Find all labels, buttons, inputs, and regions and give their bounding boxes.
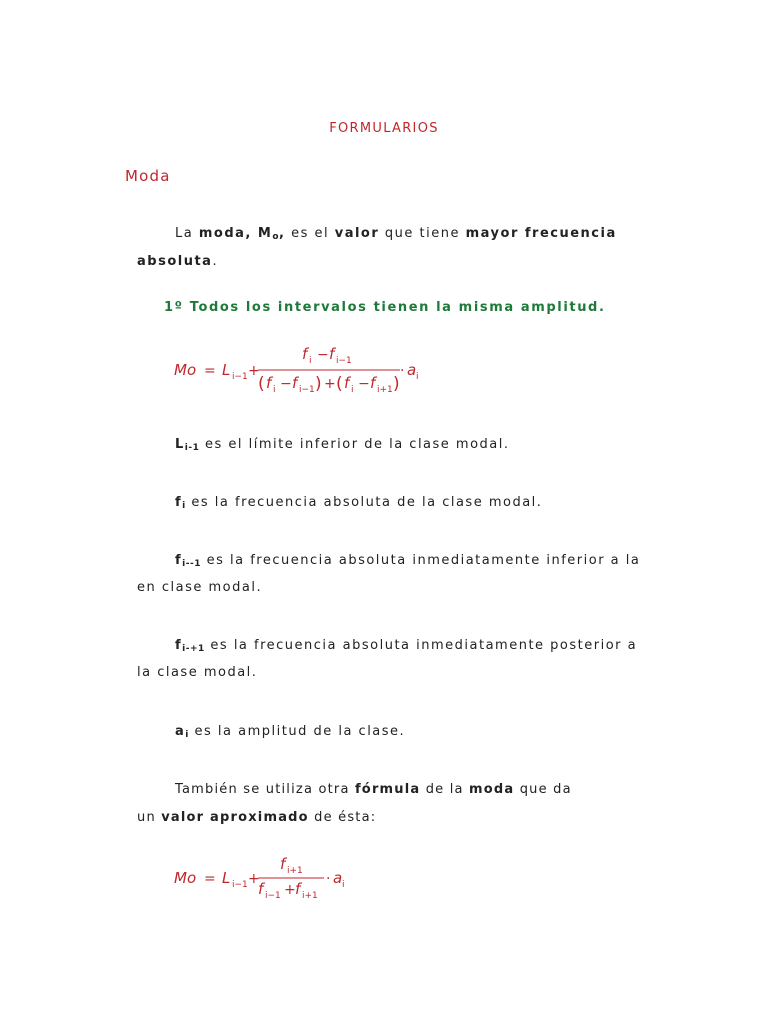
also-bold-formula: fórmula: [354, 782, 421, 797]
num-f-sub: i−1: [336, 356, 352, 366]
intro-period: .: [212, 254, 219, 269]
formula-equals: =: [204, 871, 216, 887]
also-text: que da: [514, 782, 572, 797]
definition-text: es la frecuencia absoluta inmediatamente posterior a: [204, 638, 638, 653]
intro-text: La: [175, 226, 199, 241]
also-line-1: [175, 782, 572, 798]
page-title: FORMULARIOS: [329, 121, 439, 136]
section-heading: Moda: [125, 167, 171, 185]
also-line-2: [137, 810, 376, 826]
den-f: f: [258, 880, 264, 898]
intro-subscript: o: [272, 232, 279, 242]
also-text: un: [137, 810, 162, 825]
den-f: f: [370, 374, 376, 392]
definition-subscript: i: [185, 730, 189, 740]
num-f: f: [329, 345, 335, 363]
formula-equals: =: [204, 363, 216, 379]
den-f-sub: i+1: [302, 891, 318, 901]
definition-continuation: la clase modal.: [137, 665, 258, 680]
den-paren: (: [258, 374, 265, 394]
case-heading: 1º Todos los intervalos tienen la misma amplitud.: [164, 300, 606, 315]
intro-text: que tiene: [379, 226, 466, 241]
formula-dot: ·: [326, 871, 331, 887]
definition-text: es el límite inferior de la clase modal.: [199, 437, 510, 452]
den-f-sub: i: [351, 385, 354, 395]
mode-formula-1: [174, 343, 444, 403]
den-f: f: [344, 374, 350, 392]
definition-item: [175, 638, 637, 657]
definition-text: es la amplitud de la clase.: [188, 724, 406, 739]
num-f: f: [280, 855, 286, 873]
num-f-sub: i+1: [287, 866, 303, 876]
intro-line-2: [137, 254, 218, 270]
formula-L: L: [222, 361, 231, 379]
definition-subscript: i-+1: [182, 644, 205, 654]
den-f: f: [295, 880, 301, 898]
formula-L: L: [222, 869, 231, 887]
definition-symbol: f: [175, 495, 183, 510]
den-paren: ): [393, 374, 400, 394]
den-f: f: [266, 374, 272, 392]
definition-continuation: en clase modal.: [137, 580, 263, 595]
formula-plus: +: [248, 363, 260, 379]
num-f-sub: i: [309, 356, 312, 366]
den-f-sub: i−1: [299, 385, 315, 395]
den-minus: −: [358, 376, 370, 392]
den-minus: −: [280, 376, 292, 392]
den-paren: (: [336, 374, 343, 394]
also-text: de ésta:: [308, 810, 377, 825]
mode-formula-2: [174, 852, 374, 912]
formula-plus: +: [248, 871, 260, 887]
den-f: f: [292, 374, 298, 392]
definition-item: [175, 553, 640, 572]
intro-bold-frecuencia: mayor frecuencia: [465, 226, 617, 241]
definition-symbol: L: [175, 437, 185, 452]
definition-item: [175, 495, 542, 514]
formula-a-sub: i: [416, 372, 419, 382]
definition-symbol: f: [175, 553, 183, 568]
definition-subscript: i: [182, 501, 186, 511]
den-plus: +: [324, 376, 336, 392]
intro-bold-valor: valor: [334, 226, 380, 241]
definition-item: [175, 437, 510, 456]
formula-L-sub: i−1: [232, 880, 248, 890]
also-text: de la: [420, 782, 470, 797]
den-f-sub: i+1: [377, 385, 393, 395]
definition-item: [175, 724, 405, 743]
den-f-sub: i: [273, 385, 276, 395]
intro-line-1: [175, 226, 617, 245]
den-f-sub: i−1: [265, 891, 281, 901]
definition-text: es la frecuencia absoluta inmediatamente inferior a la: [200, 553, 641, 568]
definition-subscript: i-1: [184, 443, 200, 453]
also-text: También se utiliza otra: [175, 782, 355, 797]
formula-a: a: [407, 361, 417, 379]
num-f: f: [302, 345, 308, 363]
formula-a-sub: i: [342, 880, 345, 890]
intro-comma: ,: [279, 226, 286, 241]
den-paren: ): [315, 374, 322, 394]
formula-dot: ·: [400, 363, 405, 379]
den-plus: +: [284, 882, 296, 898]
formula-L-sub: i−1: [232, 372, 248, 382]
intro-bold-moda: moda, M: [198, 226, 273, 241]
definition-symbol: a: [175, 724, 186, 739]
num-minus: −: [317, 347, 329, 363]
definition-text: es la frecuencia absoluta de la clase modal.: [185, 495, 543, 510]
also-bold-valor-aproximado: valor aproximado: [161, 810, 309, 825]
definition-subscript: i--1: [182, 559, 201, 569]
formula-lhs: Mo: [174, 361, 197, 379]
also-bold-moda: moda: [469, 782, 515, 797]
intro-text: es el: [285, 226, 335, 241]
formula-lhs: Mo: [174, 869, 197, 887]
intro-bold-absoluta: absoluta: [137, 254, 213, 269]
formula-a: a: [333, 869, 343, 887]
definition-symbol: f: [175, 638, 183, 653]
